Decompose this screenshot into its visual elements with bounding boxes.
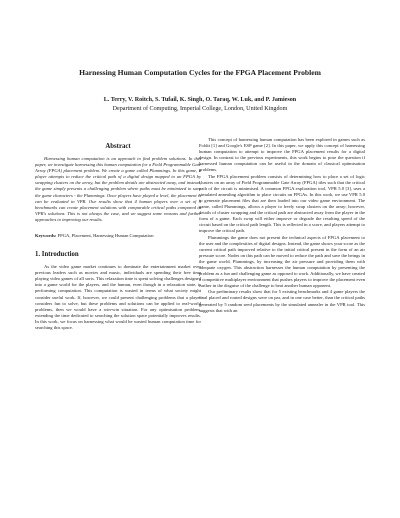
- intro-paragraph: As the video game market continues to dominate the entertainment market over previous leaders such as movies and music, individuals are spending their free time playing video games of all sorts. This relaxation time is spent solving challenges designed into a game world for the players, and the human, even though in a relaxation state, is performing computation. This computation is wasted in terms of what society might consider useful work. If, however, we could present challenging problems that a player considers fun to solve, but these problems and solutions can be applied to real-world problems, then we would have a win-win situation. For any optimisation problem, extending the time dedicated to searching the solution space potentially improves results. In this work, we focus on harnessing what would be wasted human computation time for searching this space.: [35, 264, 201, 330]
- right-paragraph-4: Our preliminary results show that for 5 existing benchmarks and 4 game players the final placed and routed designs were on par, and in one case better, than the critical paths generated by 5 random seed placements by the simulated annealer in the VPR tool. This suggests that with an: [199, 289, 365, 313]
- right-paragraph-1: This concept of harnessing human computation has been explored in games such as Foldit [1] and Google's ESP game [2]. In this paper, we apply this concept of harnessing human computation to attempt to improve the FPGA placement results for a digital design. In contrast to the previous experiments, this work begins to pose the question if harnessed human computation can be useful in the domain of classical optimisation problems.: [199, 137, 365, 173]
- paper-title: Harnessing Human Computation Cycles for the FPGA Placement Problem: [79, 68, 321, 77]
- keywords: [35, 233, 201, 239]
- introduction-heading: 1. Introduction: [35, 251, 79, 259]
- paper-affiliation: Department of Computing, Imperial College, London, United Kingdom: [112, 106, 288, 112]
- abstract-text: Harnessing human computation is an approach to find problem solutions. In this paper, we investigate harnessing this human computation for a Field Programmable Gate Array (FPGA) placement problem. We create a game called Plummings. In this game, a player attempts to reduce the critical path of a digital design mapped to an FPGA by swapping clusters on the array, but the problem details are abstracted away, and instead, the game simply presents a challenging problem where paths must be minimized to save the game characters - the Plummings. Once players have played a level, the placement is can be evaluated in VPR. Our results show that 4 human players over a set of 5 benchmarks can create placement solutions with comparable critical paths compared to VPR's solutions. This is not always the case, and we suggest some reasons and further approaches to improving our results.: [35, 156, 201, 222]
- right-column: [199, 137, 365, 314]
- right-paragraph-3: Plummings the game does not present the technical aspects of FPGA placement to the user and the complexities of digital designs. Instead, the game shows your score as the current critical path improved relative to the initial critical present in the form of an air pressure score. Nodes on this path can be moved to reduce the path and save the beings in the game world, Plummings, by increasing the air pressure and providing them with adequate oxygen. This abstraction harnesses the human computation by presenting the problem as a fun and challenging game as opposed to work. Additionally, we have created a competitive multiplayer environment that pushes players to improve the placement even further in the disguise of the challenge to beat another human opponent.: [199, 234, 365, 289]
- right-paragraph-2: The FPGA placement problem consists of determining how to place a set of logic clusters on an array of Field Programmable Gate Array (FPGA) tiles such that the critical path of the circuit is minimised. A common FPGA exploration tool, VPR 5.0 [3], uses a simulated annealing algorithm to place circuits on FPGAs. In this work, we use VPR 5.0 to generate placement files that are then loaded into our video game environment. The game, called Plummings, allows a player to freely swap clusters on the array; however, details of cluster swapping and the critical path are abstracted away from the player in the form of a game. Each swap will either improve or degrade the resulting speed of the circuit based on the critical path length. This is reflected in a score, and players attempt to improve the critical path.: [199, 173, 365, 234]
- left-column: [35, 143, 201, 331]
- keywords-label: Keywords:: [35, 233, 57, 239]
- abstract-heading: Abstract: [105, 143, 131, 150]
- keywords-text: FPGA, Placement, Harnessing Human Computation: [57, 233, 154, 239]
- paper-authors: L. Terry, V. Roitch, S. Tufail, K. Singh, O. Taraq, W. Luk, and P. Jamieson: [103, 97, 297, 103]
